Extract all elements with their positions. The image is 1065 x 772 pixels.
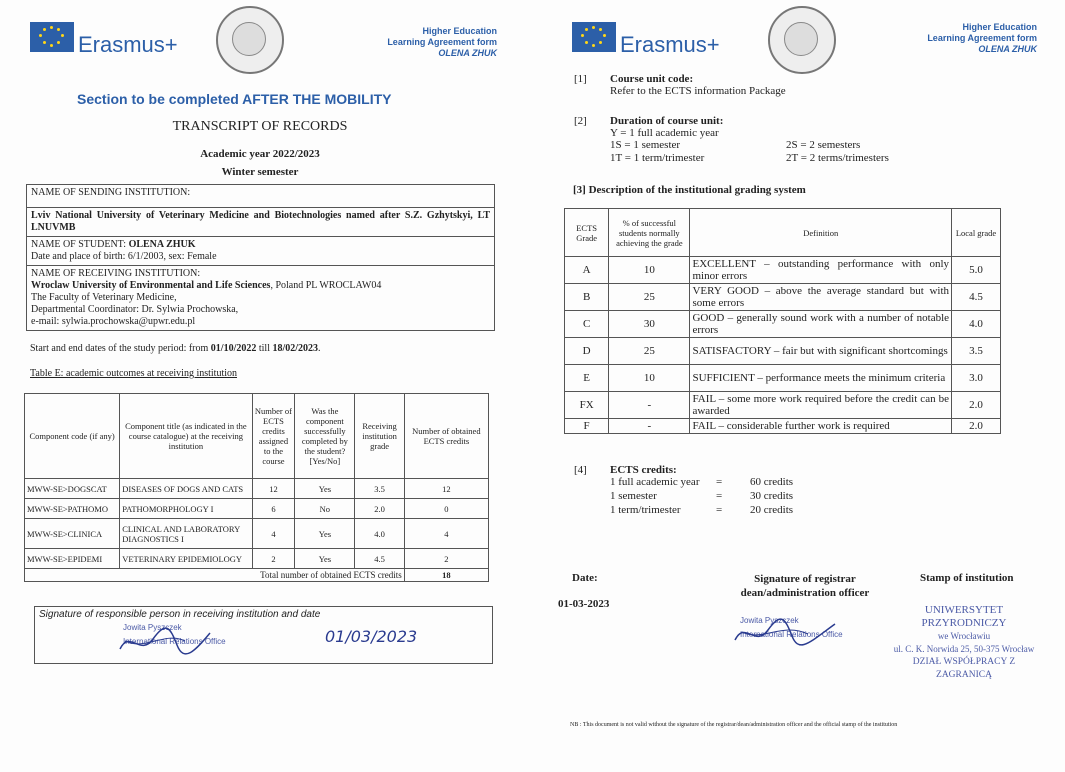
cell-obtained: 12 (404, 479, 488, 499)
grading-row: FX - FAIL – some more work required before the credit can be awarded 2.0 (565, 392, 1001, 419)
receiving-info: NAME OF RECEIVING INSTITUTION: Wroclaw University of Environmental and Life Sciences, Poland PL WROCLAW04 The Faculty of Veterinary Medicine, Departmental Coordinator: Dr. Sylwia Prochowska, e-mail: sylwia.prochowska@upwr.edu.pl (31, 268, 382, 327)
cell-title: CLINICAL AND LABORATORY DIAGNOSTICS I (120, 519, 252, 549)
grading-table (564, 208, 1001, 434)
erasmus-logo: Erasmus+ (620, 32, 720, 57)
handwritten-date: 01/03/2023 (325, 627, 418, 646)
cell-obtained: 4 (404, 519, 488, 549)
cell-title: DISEASES OF DOGS AND CATS (120, 479, 252, 499)
table-caption: Table E: academic outcomes at receiving institution (30, 368, 238, 379)
cell-obtained: 0 (404, 499, 488, 519)
th-completed: Was the component successfully completed by the student? [Yes/No] (295, 394, 355, 479)
outcomes-table (24, 393, 489, 582)
total-value: 18 (404, 569, 488, 582)
cell-completed: Yes (295, 549, 355, 569)
study-period: Start and end dates of the study period: from 01/10/2022 till 18/02/2023. (30, 343, 321, 354)
cell-ects: 12 (252, 479, 295, 499)
erasmus-logo: Erasmus+ (78, 32, 178, 57)
grading-row: F - FAIL – considerable further work is required 2.0 (565, 419, 1001, 434)
th-ects: Number of ECTS credits assigned to the course (252, 394, 295, 479)
table-row (25, 549, 489, 569)
signature-box (34, 606, 493, 664)
gh-ects: ECTS Grade (565, 209, 609, 257)
gh-local: Local grade (952, 209, 1001, 257)
cell-completed: Yes (295, 519, 355, 549)
institution-stamp: UNIWERSYTET PRZYRODNICZY we Wrocławiu ul. C. K. Norwida 25, 50-375 Wrocław DZIAŁ WSPÓŁPRACY Z ZAGRANICĄ (893, 604, 1035, 680)
left-page (0, 0, 520, 772)
cell-ects: 2 (252, 549, 295, 569)
sending-label: NAME OF SENDING INSTITUTION: (27, 185, 494, 208)
cell-code: MWW-SE>DOGSCAT (25, 479, 120, 499)
handwritten-signature-icon (115, 621, 215, 661)
semester: Winter semester (221, 166, 299, 178)
grading-title: [3] Description of the institutional grading system (573, 184, 806, 196)
table-header-row (25, 394, 489, 479)
office-stamp: Jowita Pyszczek International Relations Office (123, 623, 226, 646)
student-info: NAME OF STUDENT: OLENA ZHUK Date and place of birth: 6/1/2003, sex: Female (27, 237, 494, 266)
cell-completed: Yes (295, 479, 355, 499)
th-title: Component title (as indicated in the course catalogue) at the receiving institution (120, 394, 252, 479)
gh-pct: % of successful students normally achieving the grade (609, 209, 690, 257)
eu-flag-icon (572, 22, 616, 52)
grading-header-row (565, 209, 1001, 257)
academic-year: Academic year 2022/2023 (200, 148, 320, 160)
eu-flag-icon (30, 22, 74, 52)
footnote-4: [4] ECTS credits: 1 full academic year = 60 credits 1 semester = 30 credits 1 term/trimester = 20 credits (574, 464, 794, 516)
cell-grade: 2.0 (355, 499, 404, 519)
table-row (25, 519, 489, 549)
cell-grade: 4.0 (355, 519, 404, 549)
cell-grade: 4.5 (355, 549, 404, 569)
grading-row: A 10 EXCELLENT – outstanding performance with only minor errors 5.0 (565, 257, 1001, 284)
footnote-2: [2] Duration of course unit: Y = 1 full academic year 1S = 1 semester 2S = 2 semesters 1T = 1 term/trimester 2T = 2 terms/trimesters (574, 115, 889, 164)
cell-ects: 4 (252, 519, 295, 549)
stamp-label: Stamp of institution (920, 572, 1014, 584)
office-stamp: Jowita Pyszczek International Relations Office (740, 616, 843, 639)
footnote-1: [1] Course unit code: Refer to the ECTS information Package (574, 73, 786, 97)
grading-row: C 30 GOOD – generally sound work with a number of notable errors 4.0 (565, 311, 1001, 338)
university-seal-icon (216, 6, 284, 74)
gh-def: Definition (690, 209, 952, 257)
th-grade: Receiving institution grade (355, 394, 404, 479)
form-header: Higher Education Learning Agreement form OLENA ZHUK (387, 26, 497, 58)
cell-code: MWW-SE>PATHOMO (25, 499, 120, 519)
grading-row: B 25 VERY GOOD – above the average standard but with some errors 4.5 (565, 284, 1001, 311)
table-row (25, 479, 489, 499)
total-row (25, 569, 489, 582)
validity-note: NB : This document is not valid without the signature of the registrar/dean/administration officer and the official stamp of the institution (570, 722, 898, 728)
handwritten-signature-icon (730, 612, 840, 654)
section-title: Section to be completed AFTER THE MOBILITY (77, 91, 392, 107)
date-value: 01-03-2023 (558, 598, 610, 610)
date-label: Date: (572, 572, 598, 584)
cell-code: MWW-SE>CLINICA (25, 519, 120, 549)
total-label: Total number of obtained ECTS credits (25, 569, 405, 582)
cell-completed: No (295, 499, 355, 519)
institution-info-box (26, 184, 495, 331)
form-header: Higher Education Learning Agreement form OLENA ZHUK (927, 22, 1037, 54)
cell-ects: 6 (252, 499, 295, 519)
doc-title: TRANSCRIPT OF RECORDS (172, 119, 348, 134)
cell-title: PATHOMORPHOLOGY I (120, 499, 252, 519)
cell-obtained: 2 (404, 549, 488, 569)
registrar-signature-label: Signature of registrar dean/administration officer (740, 573, 870, 599)
th-code: Component code (if any) (25, 394, 120, 479)
table-row (25, 499, 489, 519)
cell-grade: 3.5 (355, 479, 404, 499)
cell-code: MWW-SE>EPIDEMI (25, 549, 120, 569)
right-page (540, 0, 1065, 772)
cell-title: VETERINARY EPIDEMIOLOGY (120, 549, 252, 569)
signature-box-label: Signature of responsible person in receiving institution and date (39, 609, 321, 620)
university-seal-icon (768, 6, 836, 74)
sending-institution: Lviv National University of Veterinary Medicine and Biotechnologies named after S.Z. Gzhytskyi, LT LNUVMB (27, 208, 494, 237)
grading-row: D 25 SATISFACTORY – fair but with significant shortcomings 3.5 (565, 338, 1001, 365)
th-obtained: Number of obtained ECTS credits (404, 394, 488, 479)
grading-row: E 10 SUFFICIENT – performance meets the minimum criteria 3.0 (565, 365, 1001, 392)
